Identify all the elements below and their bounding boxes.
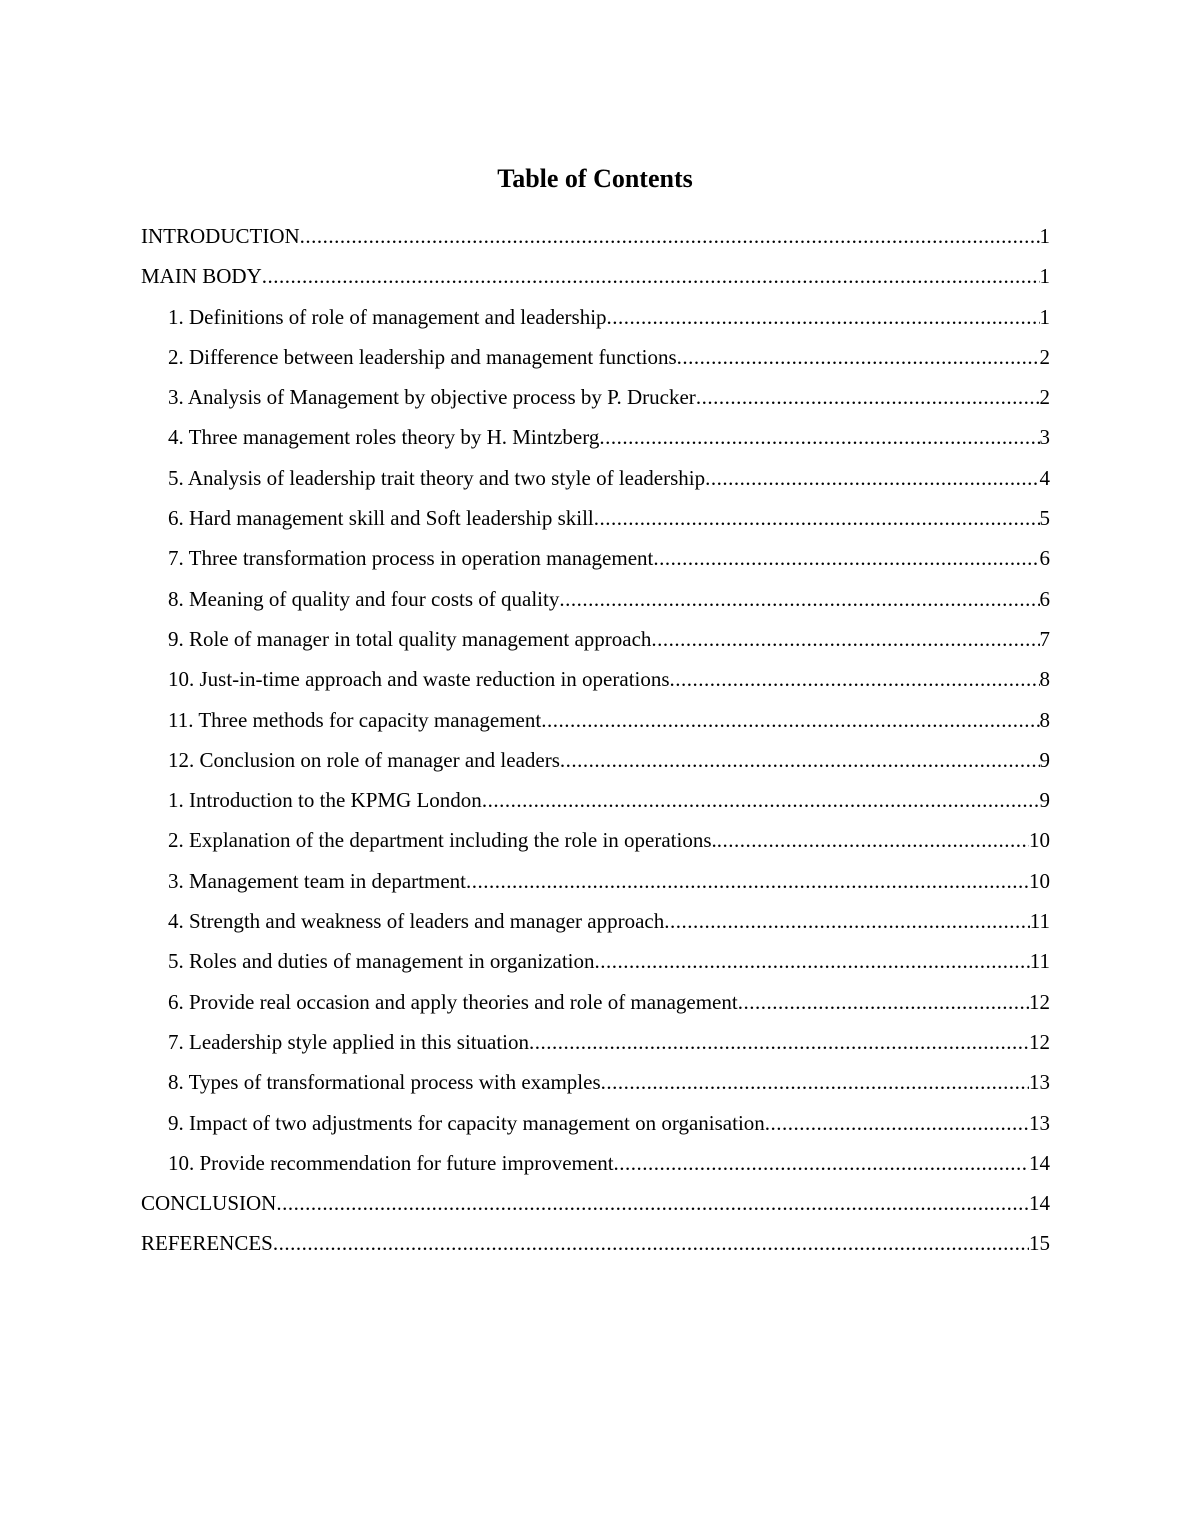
toc-page-number: 12 <box>1029 989 1050 1014</box>
toc-page-number: 7 <box>1039 626 1050 651</box>
toc-dot-leader <box>559 582 1039 616</box>
toc-dot-leader <box>262 259 1040 293</box>
toc-dot-leader <box>696 380 1040 414</box>
toc-dot-leader <box>670 662 1040 696</box>
toc-dot-leader <box>599 420 1039 454</box>
toc-entry-label: 7. Leadership style applied in this situation <box>168 1029 530 1054</box>
toc-dot-leader <box>466 864 1029 898</box>
toc-entry[interactable] <box>141 1226 1050 1266</box>
toc-entry-label: 11. Three methods for capacity management <box>168 707 542 732</box>
toc-page-number: 6 <box>1039 546 1050 571</box>
toc-page-number: 4 <box>1039 465 1050 490</box>
toc-entry-label: 6. Hard management skill and Soft leadership skill <box>168 506 594 531</box>
toc-entry[interactable] <box>141 259 1050 299</box>
toc-page-number: 11 <box>1029 909 1050 934</box>
toc-entry[interactable] <box>141 904 1050 944</box>
toc-entry-label: 3. Analysis of Management by objective process by P. Drucker <box>168 385 696 410</box>
toc-entry-label: 1. Definitions of role of management and leadership <box>168 304 607 329</box>
toc-page-number: 8 <box>1039 667 1050 692</box>
toc-page-number: 6 <box>1039 586 1050 611</box>
toc-dot-leader <box>677 340 1040 374</box>
toc-dot-leader <box>717 823 1029 857</box>
toc-page-number: 15 <box>1029 1231 1050 1256</box>
toc-page-number: 13 <box>1029 1070 1050 1095</box>
toc-page-number: 5 <box>1039 506 1050 531</box>
toc-entry[interactable] <box>141 1065 1050 1105</box>
toc-entry-label: 7. Three transformation process in operation management <box>168 546 654 571</box>
toc-dot-leader <box>276 1186 1029 1220</box>
toc-dot-leader <box>273 1226 1029 1260</box>
toc-dot-leader <box>601 1065 1029 1099</box>
toc-entry[interactable] <box>141 985 1050 1025</box>
toc-entry-label: 2. Explanation of the department including the role in operations. <box>168 828 717 853</box>
toc-entry-label: 1. Introduction to the KPMG London <box>168 788 482 813</box>
toc-page-number: 11 <box>1029 949 1050 974</box>
toc-dot-leader <box>529 1025 1029 1059</box>
toc-entry[interactable] <box>141 340 1050 380</box>
toc-entry[interactable] <box>141 823 1050 863</box>
toc-entry-label: 10. Provide recommendation for future improvement <box>168 1150 614 1175</box>
toc-dot-leader <box>560 743 1040 777</box>
toc-entry-label: 5. Roles and duties of management in organization <box>168 949 595 974</box>
toc-entry-label: 8. Meaning of quality and four costs of quality <box>168 586 560 611</box>
toc-entry[interactable] <box>141 501 1050 541</box>
toc-page-number: 2 <box>1039 344 1050 369</box>
toc-page-number: 2 <box>1039 385 1050 410</box>
toc-page-number: 10 <box>1029 868 1050 893</box>
toc-page-number: 13 <box>1029 1110 1050 1135</box>
toc-dot-leader <box>541 703 1039 737</box>
toc-dot-leader <box>300 219 1040 253</box>
toc-dot-leader <box>607 300 1040 334</box>
toc-entry[interactable] <box>141 743 1050 783</box>
toc-entry-label: 3. Management team in department <box>168 868 466 893</box>
toc-page-number: 8 <box>1039 707 1050 732</box>
toc-dot-leader <box>614 1146 1029 1180</box>
toc-entry[interactable] <box>141 541 1050 581</box>
toc-entry[interactable] <box>141 461 1050 501</box>
toc-page-number: 9 <box>1039 747 1050 772</box>
toc-entry[interactable] <box>141 944 1050 984</box>
toc-entry[interactable] <box>141 622 1050 662</box>
toc-entry[interactable] <box>141 300 1050 340</box>
toc-entry-label: 6. Provide real occasion and apply theories and role of management <box>168 989 738 1014</box>
toc-entry-label: 9. Impact of two adjustments for capacity management on organisation <box>168 1110 765 1135</box>
toc-entry-label: 9. Role of manager in total quality management approach <box>168 626 652 651</box>
toc-page-number: 14 <box>1029 1150 1050 1175</box>
toc-dot-leader <box>651 622 1039 656</box>
toc-page-number: 1 <box>1039 264 1050 289</box>
toc-entry[interactable] <box>141 219 1050 259</box>
toc-page-number: 10 <box>1029 828 1050 853</box>
toc-entry-label: 2. Difference between leadership and management functions <box>168 344 677 369</box>
toc-entry[interactable] <box>141 582 1050 622</box>
toc-entry-label: 4. Three management roles theory by H. Mintzberg <box>168 425 600 450</box>
toc-entry-label: CONCLUSION <box>141 1191 277 1216</box>
toc-dot-leader <box>653 541 1039 575</box>
toc-entry-label: 4. Strength and weakness of leaders and manager approach <box>168 909 665 934</box>
toc-page-number: 9 <box>1039 788 1050 813</box>
toc-entry[interactable] <box>141 1146 1050 1186</box>
toc-entry[interactable] <box>141 662 1050 702</box>
toc-dot-leader <box>595 944 1030 978</box>
toc-entry[interactable] <box>141 864 1050 904</box>
toc-dot-leader <box>482 783 1040 817</box>
toc-title: Table of Contents <box>497 164 693 193</box>
toc-dot-leader <box>705 461 1039 495</box>
toc-page-number: 12 <box>1029 1029 1050 1054</box>
toc-entry-label: 10. Just-in-time approach and waste reduction in operations <box>168 667 670 692</box>
toc-dot-leader <box>664 904 1030 938</box>
toc-entry[interactable] <box>141 420 1050 460</box>
toc-page-number: 3 <box>1039 425 1050 450</box>
toc-page-number: 1 <box>1039 304 1050 329</box>
toc-entry[interactable] <box>141 1025 1050 1065</box>
toc-entry-label: 5. Analysis of leadership trait theory and two style of leadership <box>168 465 706 490</box>
toc-entry-label: INTRODUCTION <box>141 224 300 248</box>
toc-page-number: 14 <box>1029 1191 1050 1216</box>
toc-entry[interactable] <box>141 703 1050 743</box>
toc-entry[interactable] <box>141 1106 1050 1146</box>
toc-dot-leader <box>765 1106 1029 1140</box>
toc-page-number: 1 <box>1039 224 1050 248</box>
toc-entry-label: 12. Conclusion on role of manager and leaders <box>168 747 560 772</box>
toc-entry-label: REFERENCES <box>141 1231 273 1256</box>
toc-dot-leader <box>738 985 1029 1019</box>
toc-entry[interactable] <box>141 783 1050 823</box>
toc-dot-leader <box>594 501 1040 535</box>
toc-entry[interactable] <box>141 380 1050 420</box>
toc-entry-label: MAIN BODY <box>141 264 262 289</box>
toc-list <box>141 219 1050 1267</box>
toc-entry-label: 8. Types of transformational process with examples <box>168 1070 601 1095</box>
toc-entry[interactable] <box>141 1186 1050 1226</box>
